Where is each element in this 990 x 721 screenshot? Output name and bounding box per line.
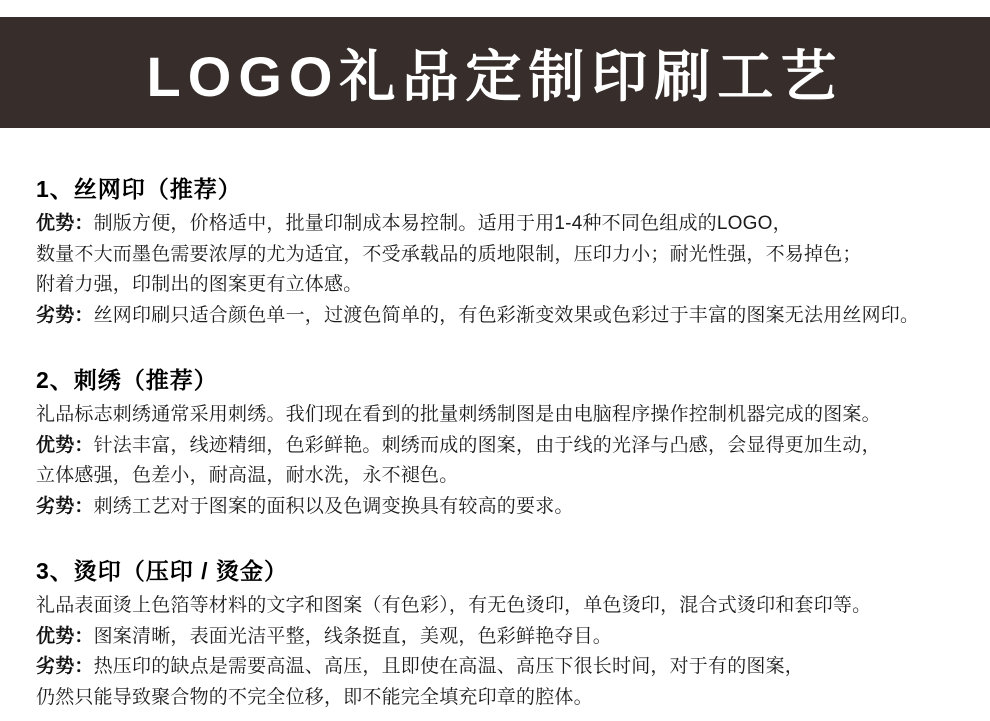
section-hot-stamping bbox=[36, 556, 972, 713]
line-text: 丝网印刷只适合颜色单一，过渡色简单的，有色彩渐变效果或色彩过于丰富的图案无法用丝网印。 bbox=[93, 304, 920, 326]
line-label: 优势： bbox=[36, 625, 94, 647]
line-text: 刺绣工艺对于图案的面积以及色调变换具有较高的要求。 bbox=[93, 495, 574, 517]
section-line bbox=[36, 683, 972, 714]
section-line bbox=[36, 431, 972, 462]
page-title: LOGO礼品定制印刷工艺 bbox=[146, 44, 844, 108]
section-line bbox=[36, 301, 972, 332]
section-heading: 1、丝网印（推荐） bbox=[36, 176, 242, 202]
section-line bbox=[36, 270, 972, 301]
section-line bbox=[36, 622, 972, 653]
line-label: 优势： bbox=[36, 213, 94, 234]
line-text: 立体感强，色差小，耐高温，耐水洗，永不褪色。 bbox=[36, 465, 459, 486]
section-heading: 2、刺绣（推荐） bbox=[36, 367, 218, 393]
line-text: 热压印的缺点是需要高温、高压，且即使在高温、高压下很长时间，对于有的图案， bbox=[93, 656, 805, 677]
line-text: 礼品表面烫上色箔等材料的文字和图案（有色彩），有无色烫印，单色烫印，混合式烫印和套印等。 bbox=[36, 595, 872, 616]
line-text: 礼品标志刺绣通常采用刺绣。我们现在看到的批量刺绣制图是由电脑程序操作控制机器完成的图案。 bbox=[36, 404, 881, 425]
section-line bbox=[36, 461, 972, 492]
line-label: 劣势： bbox=[36, 304, 94, 326]
line-text: 针法丰富，线迹精细，色彩鲜艳。刺绣而成的图案，由于线的光泽与凸感，会显得更加生动， bbox=[93, 434, 881, 456]
line-text: 附着力强，印制出的图案更有立体感。 bbox=[36, 274, 363, 295]
line-text: 仍然只能导致聚合物的不完全位移，即不能完全填充印章的腔体。 bbox=[36, 686, 593, 708]
section-embroidery bbox=[36, 365, 972, 522]
section-line bbox=[36, 591, 972, 622]
section-line bbox=[36, 400, 972, 431]
section-heading: 3、烫印（压印 / 烫金） bbox=[36, 558, 288, 584]
line-text: 数量不大而墨色需要浓厚的尤为适宜，不受承载品的质地限制，压印力小；耐光性强，不易掉色； bbox=[36, 243, 862, 265]
section-line bbox=[36, 240, 972, 271]
section-line bbox=[36, 652, 972, 683]
section-line bbox=[36, 492, 972, 523]
line-label: 劣势： bbox=[36, 656, 94, 677]
line-text: 制版方便，价格适中，批量印制成本易控制。适用于用1-4种不同色组成的LOGO， bbox=[93, 213, 792, 234]
line-label: 劣势： bbox=[36, 495, 94, 517]
line-label: 优势： bbox=[36, 434, 94, 456]
section-line bbox=[36, 209, 972, 240]
banner bbox=[0, 17, 990, 128]
section-silk-screen-print bbox=[36, 174, 972, 331]
line-text: 图案清晰，表面光洁平整，线条挺直，美观，色彩鲜艳夺目。 bbox=[93, 625, 613, 647]
content bbox=[0, 174, 990, 713]
